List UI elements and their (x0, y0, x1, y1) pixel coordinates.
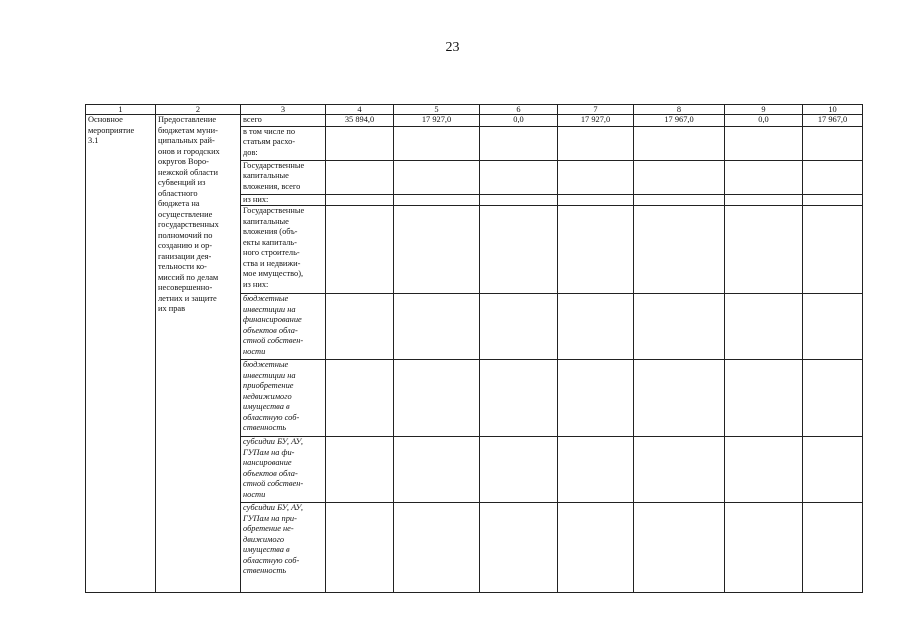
value-cell (634, 294, 725, 360)
value-cell (803, 194, 863, 206)
value-cell (394, 160, 480, 194)
value-cell (326, 194, 394, 206)
value-cell (480, 294, 558, 360)
value-cell (394, 294, 480, 360)
value-cell (725, 160, 803, 194)
value-cell (803, 503, 863, 593)
value-cell (558, 126, 634, 160)
expense-item-label: Государственные капитальные вложения, всего (241, 160, 326, 194)
expense-item-label: всего (241, 115, 326, 127)
value-cell (326, 126, 394, 160)
value-cell (394, 194, 480, 206)
value-cell (558, 360, 634, 437)
value-cell: 0,0 (725, 115, 803, 127)
value-cell (634, 126, 725, 160)
expense-item-label: субсидии БУ, АУ, ГУПам на фи- нансирование объектов обла- стной собствен- ности (241, 437, 326, 503)
value-cell (480, 206, 558, 294)
header-row (86, 105, 863, 115)
value-cell: 0,0 (480, 115, 558, 127)
value-cell (480, 360, 558, 437)
header-cell: 9 (725, 105, 803, 115)
value-cell (326, 160, 394, 194)
value-cell: 17 967,0 (803, 115, 863, 127)
header-cell: 7 (558, 105, 634, 115)
expense-item-label: бюджетные инвестиции на приобретение недвижимого имущества в областную соб- ственность (241, 360, 326, 437)
value-cell (326, 360, 394, 437)
value-cell (725, 437, 803, 503)
expense-item-label: в том числе по статьям расхо- дов: (241, 126, 326, 160)
value-cell (558, 160, 634, 194)
header-cell: 10 (803, 105, 863, 115)
value-cell (394, 206, 480, 294)
table-row (86, 115, 863, 127)
value-cell (725, 503, 803, 593)
value-cell (634, 503, 725, 593)
value-cell (558, 194, 634, 206)
expense-item-label: субсидии БУ, АУ, ГУПам на при- обретение не- движимого имущества в областную соб- ственность (241, 503, 326, 593)
value-cell (394, 126, 480, 160)
value-cell (558, 437, 634, 503)
value-cell (725, 360, 803, 437)
value-cell (558, 503, 634, 593)
header-cell: 3 (241, 105, 326, 115)
value-cell (634, 194, 725, 206)
value-cell (725, 206, 803, 294)
value-cell (394, 503, 480, 593)
value-cell (326, 437, 394, 503)
value-cell: 17 967,0 (634, 115, 725, 127)
value-cell (394, 437, 480, 503)
expense-item-label: Государственные капитальные вложения (объ- екты капиталь- ного строитель- ства и недвижи- мое имущество), из них: (241, 206, 326, 294)
value-cell (326, 206, 394, 294)
page-number: 23 (445, 40, 460, 55)
value-cell: 17 927,0 (558, 115, 634, 127)
value-cell (634, 360, 725, 437)
value-cell (480, 160, 558, 194)
header-cell: 4 (326, 105, 394, 115)
value-cell (480, 503, 558, 593)
value-cell (480, 194, 558, 206)
value-cell (803, 126, 863, 160)
value-cell (634, 437, 725, 503)
value-cell (803, 160, 863, 194)
value-cell (634, 206, 725, 294)
value-cell (803, 360, 863, 437)
value-cell (480, 437, 558, 503)
header-cell: 6 (480, 105, 558, 115)
value-cell (634, 160, 725, 194)
value-cell (803, 206, 863, 294)
value-cell (803, 437, 863, 503)
event-code: Основное мероприятие 3.1 (86, 115, 156, 593)
expense-item-label: бюджетные инвестиции на финансирование объектов обла- стной собствен- ности (241, 294, 326, 360)
value-cell (725, 126, 803, 160)
value-cell (480, 126, 558, 160)
header-cell: 8 (634, 105, 725, 115)
header-cell: 2 (156, 105, 241, 115)
value-cell (803, 294, 863, 360)
value-cell (326, 294, 394, 360)
value-cell (558, 206, 634, 294)
value-cell (394, 360, 480, 437)
budget-table (85, 104, 863, 593)
value-cell: 35 894,0 (326, 115, 394, 127)
header-cell: 1 (86, 105, 156, 115)
value-cell: 17 927,0 (394, 115, 480, 127)
value-cell (725, 294, 803, 360)
value-cell (558, 294, 634, 360)
expense-item-label: из них: (241, 194, 326, 206)
header-cell: 5 (394, 105, 480, 115)
value-cell (725, 194, 803, 206)
value-cell (326, 503, 394, 593)
event-description: Предоставление бюджетам муни- ципальных рай- онов и городских округов Воро- нежской области субвенций из областного бюджета на осуществление государственных полномочий по созданию и ор- ганизации дея- тельности ко- миссий по делам несовершенно- летних и защите их прав (156, 115, 241, 593)
